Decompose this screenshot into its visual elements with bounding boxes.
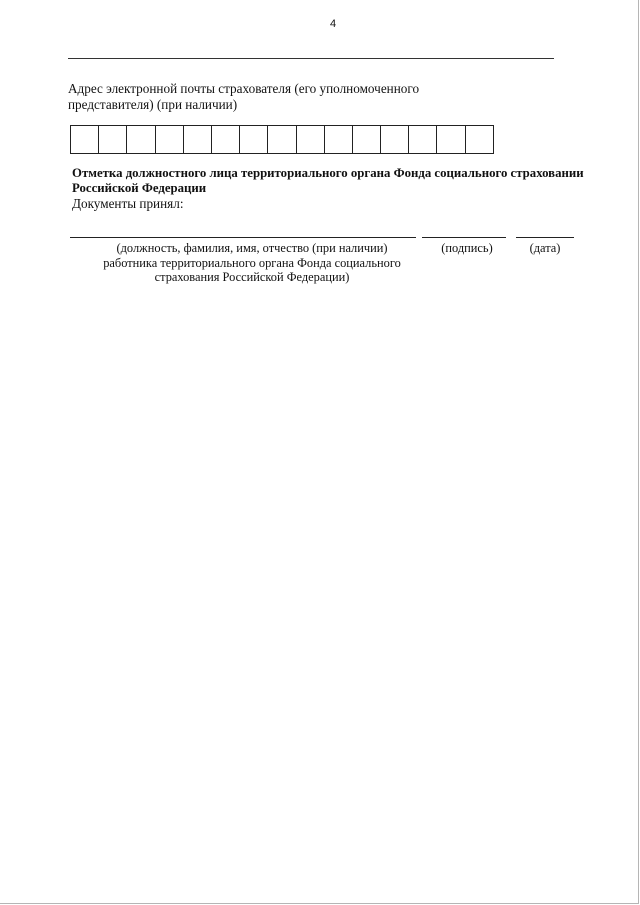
- email-cell[interactable]: [212, 125, 240, 154]
- email-cell[interactable]: [156, 125, 184, 154]
- official-name-line: [70, 237, 416, 238]
- official-mark-heading: Отметка должностного лица территориального органа Фонда социального страховании Российской Федерации: [72, 166, 584, 195]
- date-line: [516, 237, 574, 238]
- email-cell[interactable]: [268, 125, 296, 154]
- email-cell[interactable]: [409, 125, 437, 154]
- email-cell[interactable]: [381, 125, 409, 154]
- top-divider-line: [68, 58, 554, 59]
- email-cell[interactable]: [437, 125, 465, 154]
- caption-line: работника территориального органа Фонда социального: [103, 255, 401, 270]
- email-input-cells: [70, 125, 494, 154]
- email-cell[interactable]: [297, 125, 325, 154]
- date-caption: (дата): [529, 241, 561, 255]
- documents-accepted-label: Документы принял:: [72, 196, 184, 211]
- email-cell[interactable]: [325, 125, 353, 154]
- page-number: 4: [329, 18, 337, 30]
- email-cell[interactable]: [184, 125, 212, 154]
- email-cell[interactable]: [240, 125, 268, 154]
- email-field-label: Адрес электронной почты страхователя (его уполномоченного представителя) (при наличии): [68, 81, 420, 112]
- caption-line: страхования Российской Федерации): [154, 270, 350, 284]
- signature-line: [422, 237, 506, 238]
- signature-caption: (подпись): [441, 241, 493, 255]
- caption-line: (должность, фамилия, имя, отчество (при наличии): [116, 241, 388, 255]
- email-cell[interactable]: [466, 125, 494, 154]
- email-cell[interactable]: [71, 125, 99, 154]
- email-cell[interactable]: [99, 125, 127, 154]
- email-cell[interactable]: [127, 125, 155, 154]
- official-name-caption: [60, 241, 444, 285]
- email-cell[interactable]: [353, 125, 381, 154]
